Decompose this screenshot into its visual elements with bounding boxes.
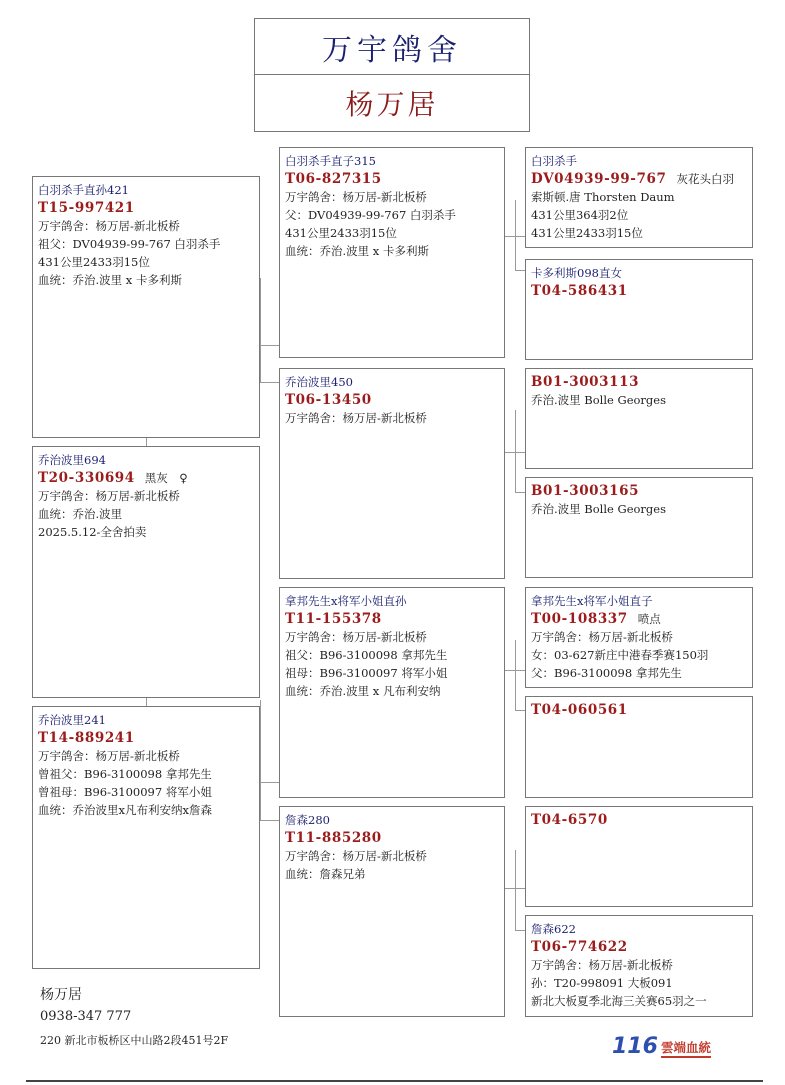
ring-number-text: T20-330694 (38, 470, 135, 486)
bird-name: 拿邦先生x将军小姐直子 (531, 594, 653, 608)
ring-number-text: T14-889241 (38, 730, 135, 746)
ring-number (285, 391, 499, 409)
connector-line (515, 640, 516, 710)
info-line: 万宇鸽舍：杨万居-新北板桥 (285, 411, 427, 425)
ring-number-text: T06-13450 (285, 392, 372, 408)
info-line: 血统：乔治.波里 (38, 507, 123, 521)
info-line: 万宇鸽舍：杨万居-新北板桥 (38, 489, 180, 503)
bird-name: 乔治波里450 (285, 375, 353, 389)
info-line: 万宇鸽舍：杨万居-新北板桥 (285, 190, 427, 204)
ring-number (531, 373, 747, 391)
info-line: 孙：T20-998091 大板091 (531, 976, 673, 990)
bird-name: 白羽杀手 (531, 154, 577, 168)
ring-number (531, 938, 747, 956)
connector-line (515, 930, 525, 931)
ring-number-text: T06-774622 (531, 939, 628, 955)
ring-number (531, 811, 747, 829)
card-subject-bird[interactable] (32, 446, 260, 698)
bird-name: 乔治波里241 (38, 713, 106, 727)
connector-line (260, 278, 261, 382)
info-line: 万宇鸽舍：杨万居-新北板桥 (285, 630, 427, 644)
ring-number-text: T00-108337 (531, 611, 628, 627)
logo-number: 116 (612, 1034, 658, 1059)
bird-name: 乔治波里694 (38, 453, 106, 467)
ring-number (38, 199, 254, 217)
connector-line (515, 710, 525, 711)
info-line: 新北大板夏季北海三关赛65羽之一 (531, 994, 707, 1008)
bird-name: 拿邦先生x将军小姐直孙 (285, 594, 407, 608)
ring-number-text: T04-6570 (531, 812, 608, 828)
info-line: 万宇鸽舍：杨万居-新北板桥 (38, 219, 180, 233)
connector-line (260, 820, 280, 821)
owner-title: 杨万居 (254, 74, 530, 132)
info-line: 431公里2433羽15位 (38, 255, 150, 269)
card-ggs-4[interactable] (525, 477, 753, 578)
info-line: 血统：乔治.波里 x 凡布利安纳 (285, 684, 441, 698)
ring-number-text: T06-827315 (285, 171, 382, 187)
info-line: 乔治.波里 Bolle Georges (531, 502, 666, 516)
ring-number-text: T11-885280 (285, 830, 382, 846)
ring-number (285, 829, 499, 847)
card-ggs-6[interactable] (525, 696, 753, 798)
card-sire-sire[interactable] (279, 147, 505, 358)
ring-number (38, 729, 254, 747)
ring-number (531, 282, 747, 300)
card-ggs-3[interactable] (525, 368, 753, 469)
info-line: 父：B96-3100098 拿邦先生 (531, 666, 682, 680)
connector-line (515, 492, 525, 493)
card-ggs-7[interactable] (525, 806, 753, 907)
bird-name: 白羽杀手直孙421 (38, 183, 129, 197)
color-note: 灰花头白羽 (676, 172, 734, 186)
info-line: 女：03-627新庄中港春季赛150羽 (531, 648, 709, 662)
ring-number (531, 701, 747, 719)
info-line: 2025.5.12-全舍拍卖 (38, 525, 147, 539)
ring-number (285, 170, 499, 188)
info-line: 祖父：DV04939-99-767 白羽杀手 (38, 237, 221, 251)
bottom-divider (26, 1080, 763, 1082)
info-line: 万宇鸽舍：杨万居-新北板桥 (531, 630, 673, 644)
connector-line (515, 270, 525, 271)
bird-name: 詹森280 (285, 813, 330, 827)
info-line: 431公里364羽2位 (531, 208, 629, 222)
connector-line (260, 700, 261, 820)
connector-line (260, 382, 280, 383)
info-line: 祖母：B96-3100097 将军小姐 (285, 666, 448, 680)
card-ggs-2[interactable] (525, 259, 753, 360)
ring-number-text: T15-997421 (38, 200, 135, 216)
info-line: 祖父：B96-3100098 拿邦先生 (285, 648, 448, 662)
ring-number-text: B01-3003113 (531, 374, 640, 390)
ring-number (285, 610, 499, 628)
info-line: 万宇鸽舍：杨万居-新北板桥 (531, 958, 673, 972)
ring-number-text: T11-155378 (285, 611, 382, 627)
footer-address: 220 新北市板桥区中山路2段451号2F (40, 1034, 229, 1047)
loft-title: 万宇鸽舍 (254, 18, 530, 75)
bird-name: 卡多利斯098直女 (531, 266, 622, 280)
connector-line (515, 410, 516, 492)
ring-number (531, 610, 747, 628)
ring-number-text: T04-060561 (531, 702, 628, 718)
info-line: 父：DV04939-99-767 白羽杀手 (285, 208, 456, 222)
color-note: 喷点 (637, 612, 661, 626)
info-line: 乔治.波里 Bolle Georges (531, 393, 666, 407)
card-ggs-8[interactable] (525, 915, 753, 1017)
color-note: 黑灰 ♀ (144, 471, 188, 485)
card-sire-dam[interactable] (279, 368, 505, 579)
card-sire[interactable] (32, 176, 260, 438)
info-line: 血统：乔治波里x凡布利安纳x詹森 (38, 803, 212, 817)
connector-line (259, 782, 280, 783)
card-ggs-1[interactable] (525, 147, 753, 248)
ring-number (531, 170, 747, 188)
info-line: 曾祖母：B96-3100097 将军小姐 (38, 785, 212, 799)
info-line: 血统：詹森兄弟 (285, 867, 366, 881)
bird-name: 白羽杀手直子315 (285, 154, 376, 168)
info-line: 曾祖父：B96-3100098 拿邦先生 (38, 767, 212, 781)
connector-line (515, 200, 516, 270)
logo[interactable] (612, 1030, 722, 1058)
footer-owner-name: 杨万居 (40, 987, 82, 1003)
card-ggs-5[interactable] (525, 587, 753, 688)
ring-number (531, 482, 747, 500)
info-line: 血统：乔治.波里 x 卡多利斯 (38, 273, 182, 287)
bird-name: 詹森622 (531, 922, 576, 936)
ring-number-text: T04-586431 (531, 283, 628, 299)
info-line: 431公里2433羽15位 (531, 226, 643, 240)
connector-line (259, 345, 280, 346)
info-line: 索斯顿.唐 Thorsten Daum (531, 190, 675, 204)
footer-phone: 0938-347 777 (40, 1009, 132, 1024)
connector-line (515, 850, 516, 930)
ring-number (38, 469, 254, 487)
ring-number-text: B01-3003165 (531, 483, 640, 499)
logo-text: 雲端血統 (661, 1040, 711, 1058)
info-line: 万宇鸽舍：杨万居-新北板桥 (38, 749, 180, 763)
card-dam-sire[interactable] (279, 587, 505, 798)
info-line: 血统：乔治.波里 x 卡多利斯 (285, 244, 429, 258)
info-line: 431公里2433羽15位 (285, 226, 397, 240)
card-dam[interactable] (32, 706, 260, 969)
ring-number-text: DV04939-99-767 (531, 171, 667, 187)
card-dam-dam[interactable] (279, 806, 505, 1017)
info-line: 万宇鸽舍：杨万居-新北板桥 (285, 849, 427, 863)
